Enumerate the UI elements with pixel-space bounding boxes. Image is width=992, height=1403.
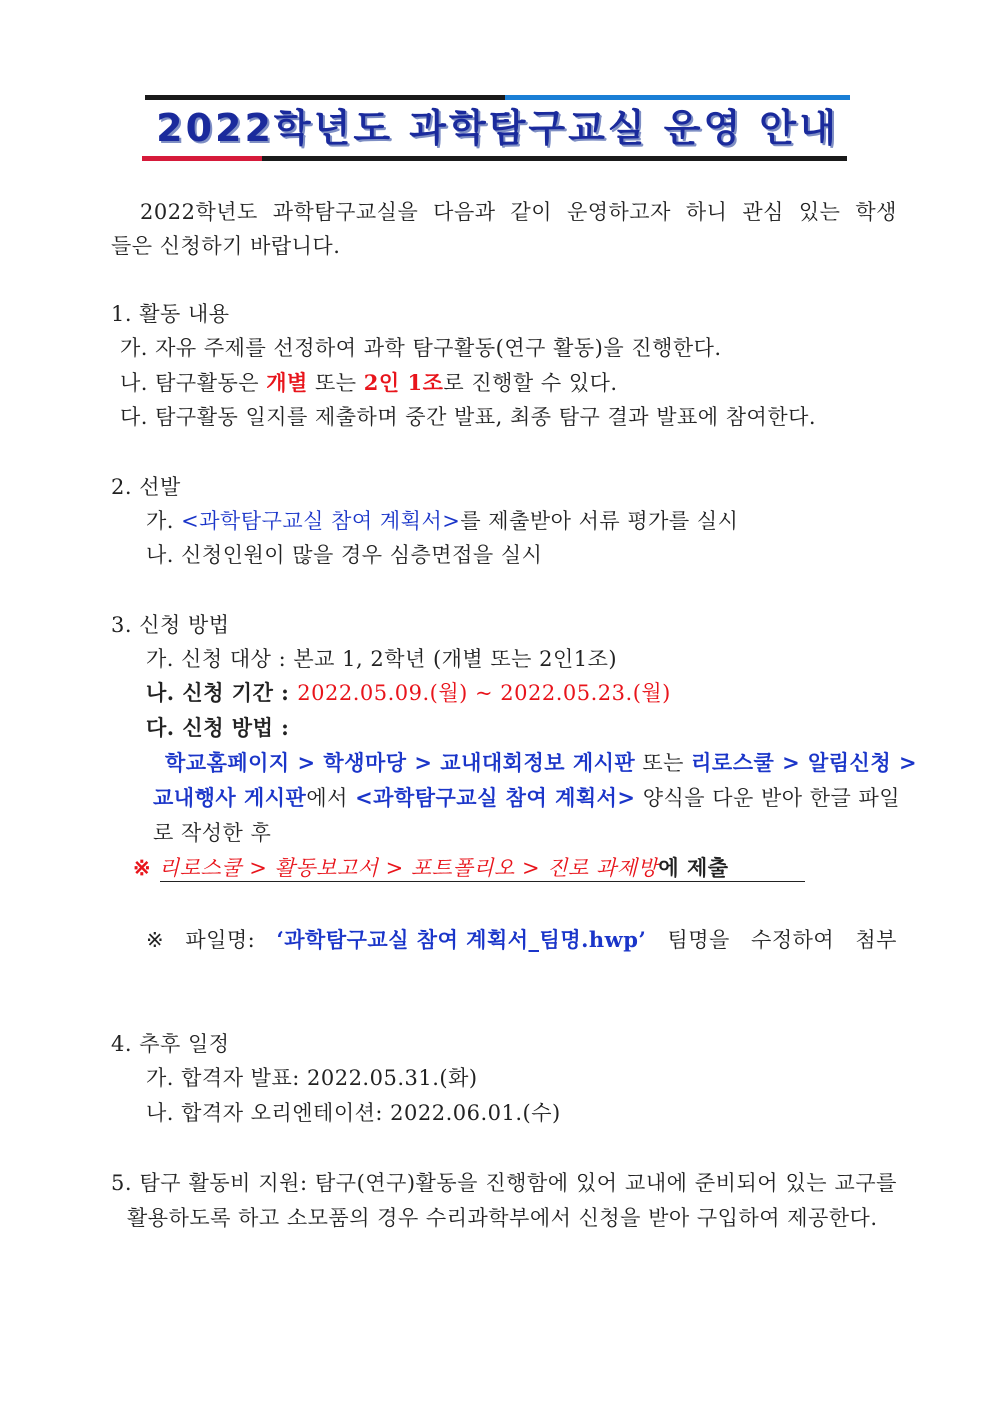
page-title: 2022학년도 과학탐구교실 운영 안내 [156, 106, 839, 150]
period-label: 나. 신청 기간 : [146, 680, 298, 705]
reference-mark: ※ [133, 855, 159, 880]
event-board: 교내행사 게시판 [153, 785, 307, 810]
intro-line-1: 2022학년도 과학탐구교실을 다음과 같이 운영하고자 하니 관심 있는 학생 [140, 200, 897, 224]
form-name-blue: <과학탐구교실 참여 계획서> [181, 509, 461, 533]
method-line-3: 로 작성한 후 [153, 821, 272, 845]
title-bar-bottom-red [142, 156, 262, 161]
section-3-item-b [146, 680, 671, 706]
file-name-note: ※ 파일명: ‘과학탐구교실 참여 계획서_팀명.hwp’ 팀명을 수정하여 첨부 [146, 927, 897, 952]
section-3-item-a: 가. 신청 대상 : 본교 1, 2학년 (개별 또는 2인1조) [146, 647, 618, 671]
title-bar-bottom-dark [262, 156, 847, 161]
submit-note-underline [160, 881, 805, 882]
section-1-item-a: 가. 자유 주제를 선정하여 과학 탐구활동(연구 활동)을 진행한다. [120, 336, 722, 360]
form-name: <과학탐구교실 참여 계획서> [355, 785, 636, 810]
method-line-2: 교내행사 게시판에서 <과학탐구교실 참여 계획서> 양식을 다운 받아 한글 파일 [153, 785, 901, 810]
file-note-mark: ※ [146, 928, 165, 952]
section-1-heading: 1. 활동 내용 [111, 302, 230, 326]
section-4-item-a: 가. 합격자 발표: 2022.05.31.(화) [146, 1066, 478, 1090]
homepage-path: 학교홈페이지 > 학생마당 > 교내대회정보 게시판 [165, 750, 636, 775]
section-3-heading: 3. 신청 방법 [111, 613, 230, 637]
intro-line-2: 들은 신청하기 바랍니다. [111, 234, 341, 258]
section-2-item-b: 나. 신청인원이 많을 경우 심층면접을 실시 [146, 543, 543, 567]
period-dates: 2022.05.09.(월) ~ 2022.05.23.(월) [297, 681, 671, 705]
section-5-line-1: 5. 탐구 활동비 지원: 탐구(연구)활동을 진행함에 있어 교내에 준비되어 있는 교구를 [111, 1171, 897, 1195]
method-line-1: 학교홈페이지 > 학생마당 > 교내대회정보 게시판 또는 리로스쿨 > 알림신청 > [165, 750, 918, 775]
file-name: ‘과학탐구교실 참여 계획서_팀명.hwp’ [276, 927, 647, 952]
section-2-heading: 2. 선발 [111, 475, 181, 499]
section-2-item-a: 가. <과학탐구교실 참여 계획서>를 제출받아 서류 평가를 실시 [146, 509, 739, 533]
submit-note: ※ 리로스쿨 > 활동보고서 > 포트폴리오 > 진로 과제방에 제출 [133, 855, 729, 880]
section-1-item-c: 다. 탐구활동 일지를 제출하며 중간 발표, 최종 탐구 결과 발표에 참여한다. [120, 405, 817, 429]
emph-individual: 개별 [266, 370, 308, 395]
section-5-line-2: 활용하도록 하고 소모품의 경우 수리과학부에서 신청을 받아 구입하여 제공한다. [127, 1206, 878, 1230]
section-1-item-b: 나. 탐구활동은 개별 또는 2인 1조로 진행할 수 있다. [120, 370, 618, 395]
submission-path: 리로스쿨 > 활동보고서 > 포트폴리오 > 진로 과제방 [158, 856, 659, 880]
riroschool-path: 리로스쿨 > 알림신청 > [691, 750, 918, 775]
emph-team-of-two: 2인 1조 [363, 370, 444, 395]
section-3-item-c: 다. 신청 방법 : [146, 715, 290, 740]
section-4-heading: 4. 추후 일정 [111, 1032, 230, 1056]
section-4-item-b: 나. 합격자 오리엔테이션: 2022.06.01.(수) [146, 1101, 561, 1125]
